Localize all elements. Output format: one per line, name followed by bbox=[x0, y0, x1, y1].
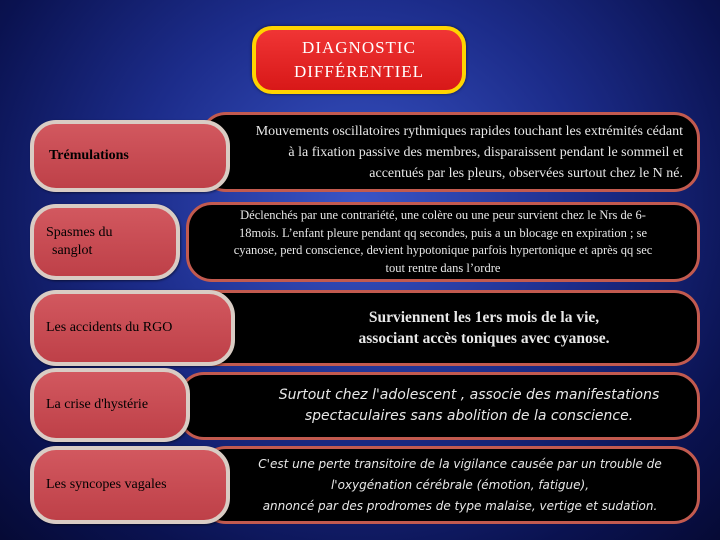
row-3-description-box bbox=[188, 290, 700, 366]
row-5-description-line: annoncé par des prodromes de type malaise, vertige et sudation. bbox=[262, 498, 658, 513]
row-2-label-line: Spasmes du bbox=[46, 225, 113, 240]
row-2-description-line: 18mois. L’enfant pleure pendant qq secondes, puis a un blocage en expiration ; se bbox=[238, 225, 648, 240]
title-line-1: DIAGNOSTIC bbox=[302, 38, 416, 57]
row-2-description-line: tout rentre dans l’ordre bbox=[385, 260, 501, 275]
row-3-description-line: associant accès toniques avec cyanose. bbox=[358, 330, 610, 347]
row-1-description-line: Mouvements oscillatoires rythmiques rapides touchant les extrémités cédant bbox=[255, 123, 683, 139]
row-4-description-line: spectaculaires sans abolition de la conscience. bbox=[304, 408, 634, 424]
row-1-description-line: à la fixation passive des membres, disparaissent pendant le sommeil et bbox=[288, 144, 683, 160]
title-line-2: DIFFÉRENTIEL bbox=[293, 62, 425, 81]
row-5-description-box bbox=[200, 446, 700, 524]
row-4-description-line: Surtout chez l'adolescent , associe des manifestations bbox=[278, 387, 660, 403]
row-5-label: Les syncopes vagales bbox=[46, 477, 167, 492]
row-3-label-box bbox=[30, 290, 235, 366]
row-1-label: Trémulations bbox=[49, 148, 129, 163]
row-5-description-line: l'oxygénation cérébrale (émotion, fatigue), bbox=[330, 477, 590, 492]
row-2-label-line: sanglot bbox=[52, 243, 93, 258]
title-box bbox=[252, 26, 466, 94]
row-1-description-line: accentués par les pleurs, observées surtout chez le N né. bbox=[369, 165, 683, 181]
row-4-label: La crise d'hystérie bbox=[46, 397, 149, 412]
row-2-description-line: cyanose, perd conscience, devient hypotonique parfois hypertonique et après qq sec bbox=[233, 243, 653, 257]
row-3-label: Les accidents du RGO bbox=[46, 320, 173, 335]
row-2-description-line: Déclenchés par une contrariété, une colère ou une peur survient chez le Nrs de 6- bbox=[240, 208, 646, 222]
row-2-label-box bbox=[30, 204, 180, 280]
row-3-description-line: Surviennent les 1ers mois de la vie, bbox=[368, 309, 600, 326]
row-4-description-box bbox=[178, 372, 700, 440]
row-1-label-box bbox=[30, 120, 230, 192]
row-2-description-box bbox=[186, 202, 700, 282]
row-4-label-box bbox=[30, 368, 190, 442]
row-5-label-box bbox=[30, 446, 230, 524]
row-1-description-box bbox=[200, 112, 700, 192]
row-5-description-line: C'est une perte transitoire de la vigilance causée par un trouble de bbox=[258, 456, 662, 471]
